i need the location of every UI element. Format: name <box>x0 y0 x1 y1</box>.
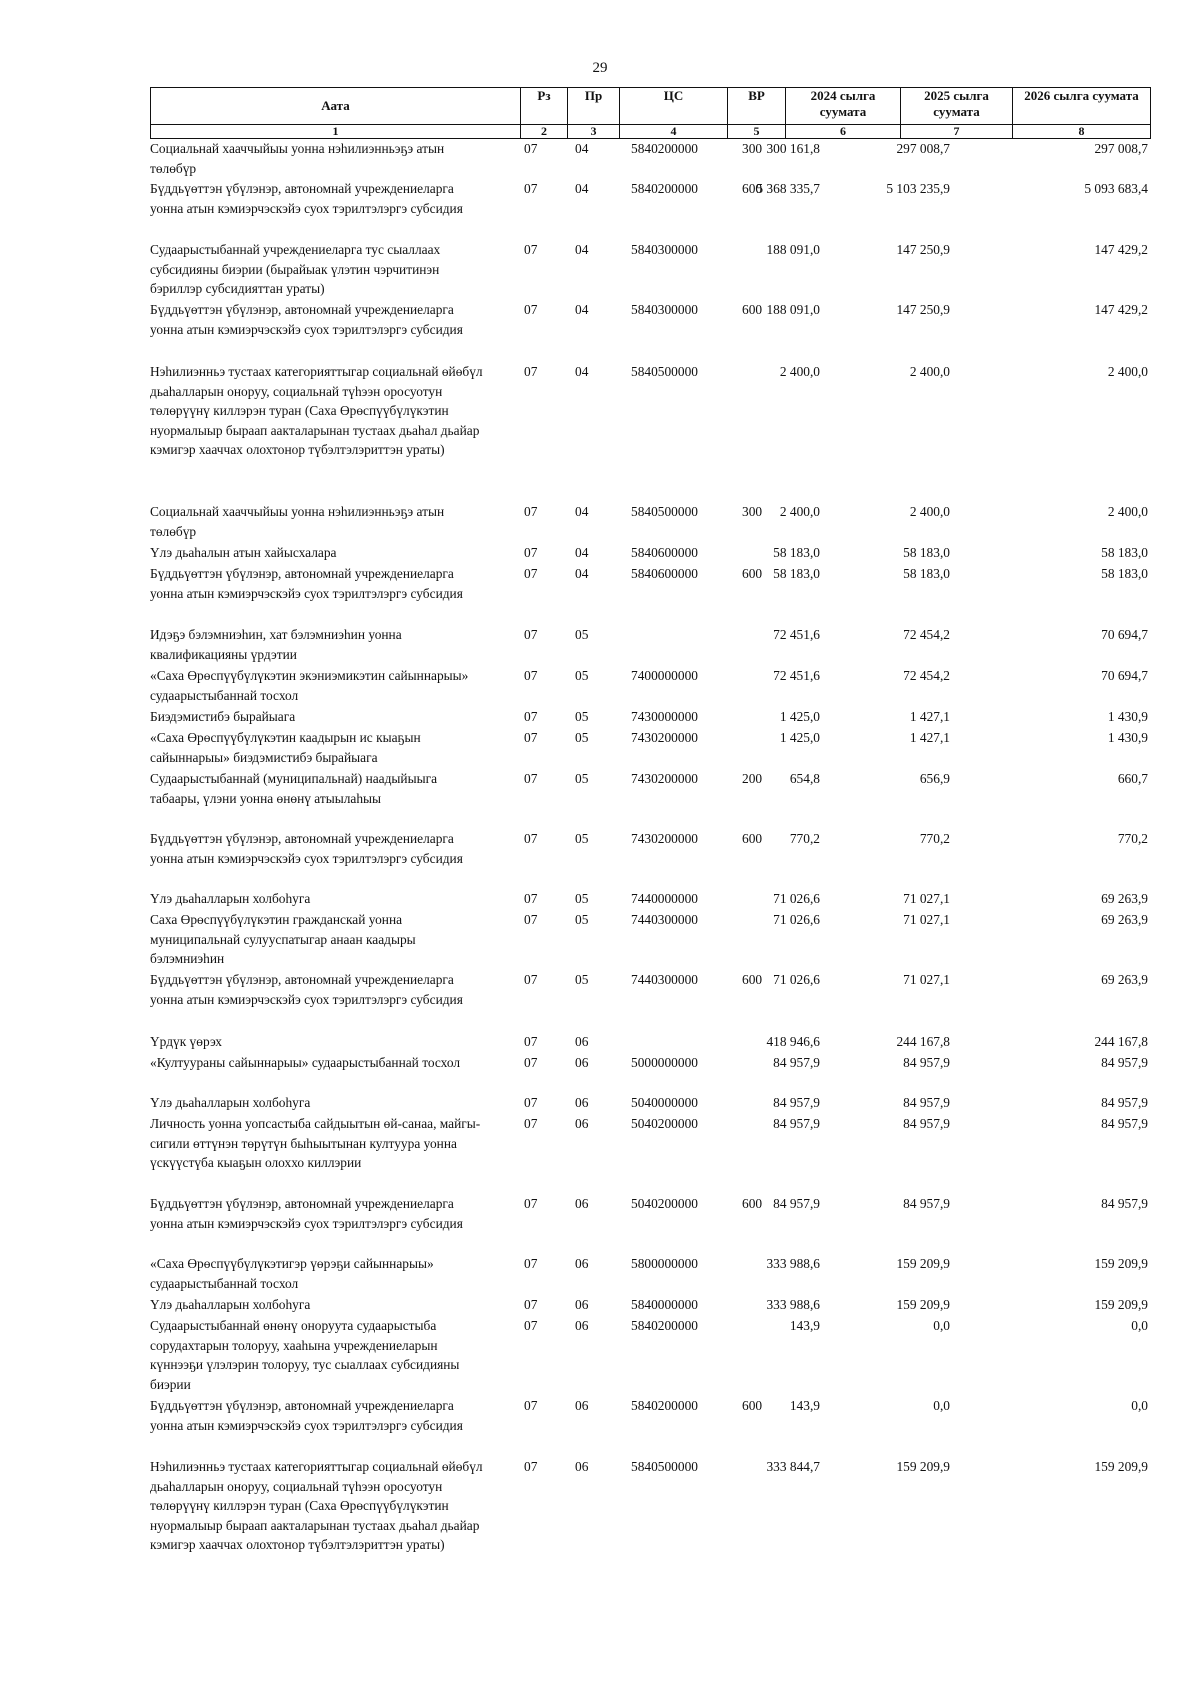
row-cs: 5040200000 <box>631 1116 698 1131</box>
row-cs: 7440000000 <box>631 891 698 906</box>
row-cs: 7440300000 <box>631 972 698 987</box>
row-2026: 0,0 <box>1131 1398 1148 1413</box>
row-pr: 04 <box>575 566 589 581</box>
row-name: Үлэ дьаһалларын холбоһуга <box>150 1297 311 1312</box>
row-2026: 70 694,7 <box>1101 668 1148 683</box>
row-cs: 5040000000 <box>631 1095 698 1110</box>
row-2026: 84 957,9 <box>1101 1055 1148 1070</box>
row-name: Судаарыстыбаннай (муниципальнай) наадыйыыга табаары, үлэни уонна өнөнү атыылаһыы <box>150 771 438 806</box>
row-2026: 69 263,9 <box>1101 912 1148 927</box>
row-name: Бүддьүөттэн үбүлэнэр, автономнай учреждениеларга уонна атын кэмиэрчэскэйэ суох тэрилтэлэргэ субсидия <box>150 1398 463 1433</box>
row-2025: 147 250,9 <box>896 242 950 257</box>
row-2024: 770,2 <box>789 831 820 846</box>
column-header-2024: 2024 сылга суумата <box>786 88 901 125</box>
column-header-name: Аата <box>151 88 521 125</box>
row-rz: 07 <box>524 831 538 846</box>
column-number: 1 <box>151 125 521 139</box>
row-2026: 297 008,7 <box>1094 141 1148 156</box>
row-2026: 1 430,9 <box>1107 730 1148 745</box>
row-rz: 07 <box>524 364 538 379</box>
row-2025: 84 957,9 <box>903 1196 950 1211</box>
row-rz: 07 <box>524 141 538 156</box>
row-rz: 07 <box>524 1297 538 1312</box>
row-2025: 72 454,2 <box>903 668 950 683</box>
row-name: Бүддьүөттэн үбүлэнэр, автономнай учреждениеларга уонна атын кэмиэрчэскэйэ суох тэрилтэлэргэ субсидия <box>150 831 463 866</box>
row-2024: 5 368 335,7 <box>756 181 820 196</box>
page-number: 29 <box>592 60 608 76</box>
row-name: Нэһилиэнньэ тустаах категорияттыгар социальнай өйөбүл дьаһалларын оноруу, социальнай түһээн оросуотун төлөрүүнү киллэрэн туран (Саха Өрөспүүбүлүкэтин нуормалыыр быраап аакталарынан тустаах дьаһал дьайар кэмигэр хааччах олохтонор түбэлтэлэриттэн ураты) <box>150 1459 483 1553</box>
row-2026: 147 429,2 <box>1094 302 1148 317</box>
row-2026: 770,2 <box>1117 831 1148 846</box>
row-2026: 84 957,9 <box>1101 1196 1148 1211</box>
row-2024: 2 400,0 <box>779 364 820 379</box>
row-rz: 07 <box>524 1095 538 1110</box>
row-name: «Саха Өрөспүүбүлүкэтин экэниэмикэтин сайыннарыы» судаарыстыбаннай тосхол <box>150 668 469 703</box>
row-name: Биэдэмистибэ бырайыага <box>150 709 296 724</box>
row-name: Үлэ дьаһалларын холбоһуга <box>150 1095 311 1110</box>
column-header-2026: 2026 сылга суумата <box>1013 88 1151 125</box>
row-name: Бүддьүөттэн үбүлэнэр, автономнай учреждениеларга уонна атын кэмиэрчэскэйэ суох тэрилтэлэргэ субсидия <box>150 302 463 337</box>
row-vr: 200 <box>742 771 763 786</box>
row-pr: 04 <box>575 181 589 196</box>
row-rz: 07 <box>524 972 538 987</box>
row-pr: 04 <box>575 141 589 156</box>
row-pr: 05 <box>575 831 589 846</box>
row-rz: 07 <box>524 1256 538 1271</box>
row-cs: 5840300000 <box>631 302 698 317</box>
column-header-rz: Рз <box>521 88 568 125</box>
row-2026: 84 957,9 <box>1101 1116 1148 1131</box>
row-2025: 1 427,1 <box>909 709 950 724</box>
row-pr: 06 <box>575 1459 589 1474</box>
row-2025: 71 027,1 <box>903 891 950 906</box>
row-2025: 2 400,0 <box>909 364 950 379</box>
row-rz: 07 <box>524 1055 538 1070</box>
row-name: Судаарыстыбаннай учреждениеларга тус сыаллаах субсидияны биэрии (бырайыак үлэтин чэрчитинэн бэриллэр субсидияттан ураты) <box>150 242 441 297</box>
row-rz: 07 <box>524 504 538 519</box>
row-cs: 5800000000 <box>631 1256 698 1271</box>
row-2025: 0,0 <box>933 1398 950 1413</box>
row-rz: 07 <box>524 181 538 196</box>
row-cs: 5840500000 <box>631 364 698 379</box>
row-cs: 5840500000 <box>631 1459 698 1474</box>
row-rz: 07 <box>524 891 538 906</box>
column-number: 3 <box>568 125 620 139</box>
row-pr: 04 <box>575 504 589 519</box>
row-2025: 2 400,0 <box>909 504 950 519</box>
column-header-vr: ВР <box>728 88 786 125</box>
row-pr: 05 <box>575 972 589 987</box>
row-2026: 244 167,8 <box>1094 1034 1148 1049</box>
row-cs: 7430200000 <box>631 730 698 745</box>
row-2025: 84 957,9 <box>903 1055 950 1070</box>
row-name: Бүддьүөттэн үбүлэнэр, автономнай учреждениеларга уонна атын кэмиэрчэскэйэ суох тэрилтэлэргэ субсидия <box>150 181 463 216</box>
row-name: Нэһилиэнньэ тустаах категорияттыгар социальнай өйөбүл дьаһалларын оноруу, социальнай түһээн оросуотун төлөрүүнү киллэрэн туран (Саха Өрөспүүбүлүкэтин нуормалыыр быраап аакталарынан тустаах дьаһал дьайар кэмигэр хааччах олохтонор түбэлтэлэриттэн ураты) <box>150 364 483 458</box>
row-rz: 07 <box>524 709 538 724</box>
row-rz: 07 <box>524 627 538 642</box>
row-2024: 1 425,0 <box>779 709 820 724</box>
row-2024: 143,9 <box>789 1398 820 1413</box>
row-pr: 05 <box>575 912 589 927</box>
row-pr: 06 <box>575 1256 589 1271</box>
row-name: Үлэ дьаһалларын холбоһуга <box>150 891 311 906</box>
row-2024: 71 026,6 <box>773 912 820 927</box>
row-2025: 84 957,9 <box>903 1116 950 1131</box>
row-pr: 04 <box>575 242 589 257</box>
row-vr: 600 <box>742 181 763 196</box>
row-2024: 72 451,6 <box>773 627 820 642</box>
row-name: Судаарыстыбаннай өнөнү оноруута судаарыстыба сорудахтарын толоруу, хааһына учреждениеларын күннээҕи үлэлэрин толоруу, тус сыаллаах субсидияны биэрии <box>150 1318 460 1392</box>
row-cs: 5000000000 <box>631 1055 698 1070</box>
row-2024: 2 400,0 <box>779 504 820 519</box>
row-2025: 770,2 <box>919 831 950 846</box>
row-2026: 0,0 <box>1131 1318 1148 1333</box>
row-2026: 159 209,9 <box>1094 1459 1148 1474</box>
row-2026: 58 183,0 <box>1101 545 1148 560</box>
row-name: «Саха Өрөспүүбүлүкэтигэр үөрэҕи сайыннарыы» судаарыстыбаннай тосхол <box>150 1256 434 1291</box>
row-rz: 07 <box>524 1034 538 1049</box>
row-rz: 07 <box>524 1196 538 1211</box>
column-header-cs: ЦС <box>620 88 728 125</box>
column-header-pr: Пр <box>568 88 620 125</box>
row-rz: 07 <box>524 1398 538 1413</box>
row-pr: 04 <box>575 302 589 317</box>
row-cs: 5840200000 <box>631 1318 698 1333</box>
row-2026: 69 263,9 <box>1101 891 1148 906</box>
row-cs: 5840000000 <box>631 1297 698 1312</box>
row-cs: 5040200000 <box>631 1196 698 1211</box>
row-pr: 06 <box>575 1116 589 1131</box>
row-2025: 147 250,9 <box>896 302 950 317</box>
row-2026: 159 209,9 <box>1094 1297 1148 1312</box>
row-cs: 7430000000 <box>631 709 698 724</box>
row-vr: 600 <box>742 1196 763 1211</box>
row-2024: 58 183,0 <box>773 566 820 581</box>
row-2024: 58 183,0 <box>773 545 820 560</box>
table-header <box>150 87 1151 139</box>
row-pr: 06 <box>575 1034 589 1049</box>
row-name: Социальнай хааччыйыы уонна нэһилиэнньэҕэ атын төлөбүр <box>150 504 445 539</box>
row-cs: 5840600000 <box>631 566 698 581</box>
row-2024: 300 161,8 <box>766 141 820 156</box>
row-vr: 300 <box>742 504 763 519</box>
row-name: «Саха Өрөспүүбүлүкэтин каадырын ис кыаҕын сайыннарыы» биэдэмистибэ бырайыага <box>150 730 421 765</box>
row-cs: 7400000000 <box>631 668 698 683</box>
row-cs: 5840600000 <box>631 545 698 560</box>
column-header-2025: 2025 сылга суумата <box>901 88 1013 125</box>
row-2024: 188 091,0 <box>766 242 820 257</box>
row-vr: 600 <box>742 1398 763 1413</box>
row-2024: 84 957,9 <box>773 1055 820 1070</box>
column-number: 7 <box>901 125 1013 139</box>
row-2026: 2 400,0 <box>1107 364 1148 379</box>
row-pr: 05 <box>575 668 589 683</box>
column-number: 5 <box>728 125 786 139</box>
row-rz: 07 <box>524 566 538 581</box>
row-rz: 07 <box>524 242 538 257</box>
row-2025: 71 027,1 <box>903 972 950 987</box>
row-pr: 05 <box>575 771 589 786</box>
row-cs: 7430200000 <box>631 831 698 846</box>
row-rz: 07 <box>524 730 538 745</box>
row-2024: 71 026,6 <box>773 972 820 987</box>
row-pr: 05 <box>575 730 589 745</box>
row-pr: 05 <box>575 709 589 724</box>
row-rz: 07 <box>524 1318 538 1333</box>
row-pr: 06 <box>575 1398 589 1413</box>
row-2024: 1 425,0 <box>779 730 820 745</box>
row-pr: 04 <box>575 364 589 379</box>
row-rz: 07 <box>524 668 538 683</box>
row-2024: 188 091,0 <box>766 302 820 317</box>
row-name: Социальнай хааччыйыы уонна нэһилиэнньэҕэ атын төлөбүр <box>150 141 445 176</box>
row-cs: 5840300000 <box>631 242 698 257</box>
row-2024: 333 844,7 <box>766 1459 820 1474</box>
row-2025: 297 008,7 <box>896 141 950 156</box>
row-2025: 656,9 <box>919 771 950 786</box>
row-pr: 06 <box>575 1297 589 1312</box>
row-name: Саха Өрөспүүбүлүкэтин гражданскай уонна муниципальнай сулууспатыгар анаан каадыры бэлэмниэһин <box>150 912 416 967</box>
row-rz: 07 <box>524 1459 538 1474</box>
row-vr: 600 <box>742 831 763 846</box>
row-name: Бүддьүөттэн үбүлэнэр, автономнай учреждениеларга уонна атын кэмиэрчэскэйэ суох тэрилтэлэргэ субсидия <box>150 972 463 1007</box>
row-2024: 333 988,6 <box>766 1256 820 1271</box>
row-2025: 159 209,9 <box>896 1459 950 1474</box>
row-2025: 1 427,1 <box>909 730 950 745</box>
row-2026: 69 263,9 <box>1101 972 1148 987</box>
row-rz: 07 <box>524 771 538 786</box>
row-2026: 147 429,2 <box>1094 242 1148 257</box>
row-2025: 58 183,0 <box>903 566 950 581</box>
row-2025: 244 167,8 <box>896 1034 950 1049</box>
row-name: Идэҕэ бэлэмниэһин, хат бэлэмниэһин уонна квалификацияны үрдэтии <box>150 627 402 662</box>
row-cs: 5840500000 <box>631 504 698 519</box>
row-pr: 06 <box>575 1196 589 1211</box>
row-2026: 1 430,9 <box>1107 709 1148 724</box>
row-2024: 72 451,6 <box>773 668 820 683</box>
row-2025: 71 027,1 <box>903 912 950 927</box>
row-cs: 7440300000 <box>631 912 698 927</box>
row-2025: 84 957,9 <box>903 1095 950 1110</box>
row-2026: 58 183,0 <box>1101 566 1148 581</box>
row-2026: 84 957,9 <box>1101 1095 1148 1110</box>
row-name: Үлэ дьаһалын атын хайысхалара <box>150 545 337 560</box>
row-pr: 04 <box>575 545 589 560</box>
row-name: Бүддьүөттэн үбүлэнэр, автономнай учреждениеларга уонна атын кэмиэрчэскэйэ суох тэрилтэлэргэ субсидия <box>150 566 463 601</box>
row-cs: 5840200000 <box>631 141 698 156</box>
row-rz: 07 <box>524 545 538 560</box>
column-number: 4 <box>620 125 728 139</box>
row-2025: 0,0 <box>933 1318 950 1333</box>
row-2026: 2 400,0 <box>1107 504 1148 519</box>
row-2024: 654,8 <box>789 771 820 786</box>
row-2026: 5 093 683,4 <box>1084 181 1148 196</box>
row-2024: 84 957,9 <box>773 1116 820 1131</box>
row-rz: 07 <box>524 302 538 317</box>
row-vr: 600 <box>742 972 763 987</box>
row-rz: 07 <box>524 912 538 927</box>
row-cs: 5840200000 <box>631 1398 698 1413</box>
row-name: Үрдүк үөрэх <box>150 1034 222 1049</box>
row-cs: 7430200000 <box>631 771 698 786</box>
row-2026: 159 209,9 <box>1094 1256 1148 1271</box>
row-vr: 600 <box>742 302 763 317</box>
row-2025: 5 103 235,9 <box>886 181 950 196</box>
row-2025: 72 454,2 <box>903 627 950 642</box>
row-name: «Култуураны сайыннарыы» судаарыстыбаннай тосхол <box>150 1055 461 1070</box>
row-name: Личность уонна уопсастыба сайдыытын өй-санаа, майгы-сигили өттүнэн төрүтүн быһыытынан култуура уонна үскүүстүба кыаҕын олоххо киллэрии <box>150 1116 481 1171</box>
row-pr: 06 <box>575 1318 589 1333</box>
row-pr: 05 <box>575 891 589 906</box>
row-2024: 333 988,6 <box>766 1297 820 1312</box>
row-2024: 84 957,9 <box>773 1196 820 1211</box>
column-number: 8 <box>1013 125 1151 139</box>
row-2026: 660,7 <box>1117 771 1148 786</box>
row-2025: 159 209,9 <box>896 1256 950 1271</box>
row-vr: 300 <box>742 141 763 156</box>
row-cs: 5840200000 <box>631 181 698 196</box>
row-vr: 600 <box>742 566 763 581</box>
row-2026: 70 694,7 <box>1101 627 1148 642</box>
row-pr: 05 <box>575 627 589 642</box>
column-number: 2 <box>521 125 568 139</box>
row-2025: 159 209,9 <box>896 1297 950 1312</box>
row-pr: 06 <box>575 1095 589 1110</box>
row-2024: 418 946,6 <box>766 1034 820 1049</box>
row-2024: 71 026,6 <box>773 891 820 906</box>
column-number: 6 <box>786 125 901 139</box>
row-rz: 07 <box>524 1116 538 1131</box>
row-2024: 143,9 <box>789 1318 820 1333</box>
row-2024: 84 957,9 <box>773 1095 820 1110</box>
row-2025: 58 183,0 <box>903 545 950 560</box>
row-pr: 06 <box>575 1055 589 1070</box>
row-name: Бүддьүөттэн үбүлэнэр, автономнай учреждениеларга уонна атын кэмиэрчэскэйэ суох тэрилтэлэргэ субсидия <box>150 1196 463 1231</box>
